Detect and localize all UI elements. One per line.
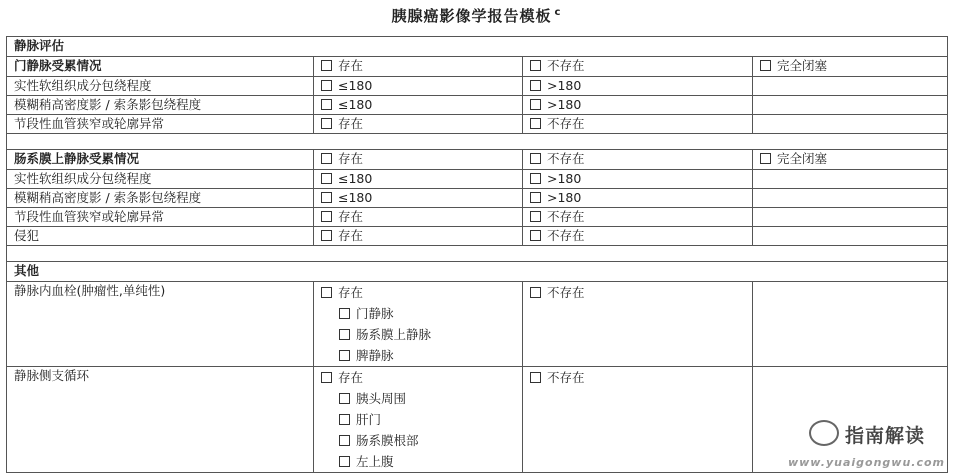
row-label: 静脉侧支循环 bbox=[7, 367, 314, 473]
spacer-row bbox=[7, 246, 948, 262]
section-vein-eval bbox=[7, 37, 948, 57]
row-label: 模糊稍高密度影 / 索条影包绕程度 bbox=[7, 189, 314, 208]
row-label: 门静脉受累情况 bbox=[7, 57, 314, 77]
option-le180[interactable]: ≤180 bbox=[314, 189, 523, 208]
row-label: 节段性血管狭窄或轮廓异常 bbox=[7, 208, 314, 227]
row-label: 肠系膜上静脉受累情况 bbox=[7, 150, 314, 170]
sub-option-left-upper-abdomen[interactable]: 左上腹 bbox=[321, 451, 515, 472]
row-smv-hazy bbox=[7, 189, 948, 208]
checkbox[interactable] bbox=[339, 329, 350, 340]
sub-option-pancreatic-head[interactable]: 胰头周围 bbox=[321, 388, 515, 409]
option-not-exist[interactable]: 不存在 bbox=[523, 227, 753, 246]
row-label: 实性软组织成分包绕程度 bbox=[7, 170, 314, 189]
checkbox[interactable] bbox=[339, 393, 350, 404]
checkbox[interactable] bbox=[339, 414, 350, 425]
checkbox[interactable] bbox=[339, 308, 350, 319]
spacer-row bbox=[7, 134, 948, 150]
checkbox[interactable] bbox=[530, 60, 541, 71]
sub-option-portal-vein[interactable]: 门静脉 bbox=[321, 303, 515, 324]
option-le180[interactable]: ≤180 bbox=[314, 77, 523, 96]
option-occlusion[interactable]: 完全闭塞 bbox=[753, 150, 948, 170]
sub-option-smv[interactable]: 肠系膜上静脉 bbox=[321, 324, 515, 345]
sub-option-mesenteric-root[interactable]: 肠系膜根部 bbox=[321, 430, 515, 451]
row-portal-segmental bbox=[7, 115, 948, 134]
option-gt180[interactable]: >180 bbox=[523, 77, 753, 96]
checkbox[interactable] bbox=[339, 435, 350, 446]
row-label: 侵犯 bbox=[7, 227, 314, 246]
section-other bbox=[7, 262, 948, 282]
checkbox[interactable] bbox=[321, 192, 332, 203]
option-gt180[interactable]: >180 bbox=[523, 170, 753, 189]
option-le180[interactable]: ≤180 bbox=[314, 170, 523, 189]
row-label: 静脉内血栓(肿瘤性,单纯性) bbox=[7, 282, 314, 367]
sub-option-hepatic-hilum[interactable]: 肝门 bbox=[321, 409, 515, 430]
checkbox[interactable] bbox=[530, 230, 541, 241]
row-label: 模糊稍高密度影 / 索条影包绕程度 bbox=[7, 96, 314, 115]
option-not-exist[interactable]: 不存在 bbox=[523, 150, 753, 170]
report-template-table bbox=[6, 36, 948, 473]
row-smv-solid bbox=[7, 170, 948, 189]
option-not-exist[interactable]: 不存在 bbox=[530, 367, 745, 388]
option-exist[interactable]: 存在 bbox=[314, 227, 523, 246]
checkbox[interactable] bbox=[530, 118, 541, 129]
option-not-exist[interactable]: 不存在 bbox=[523, 57, 753, 77]
option-exist[interactable]: 存在 bbox=[314, 150, 523, 170]
checkbox[interactable] bbox=[530, 192, 541, 203]
section-title: 其他 bbox=[7, 262, 948, 282]
row-portal-hazy bbox=[7, 96, 948, 115]
section-title: 静脉评估 bbox=[7, 37, 948, 57]
checkbox[interactable] bbox=[321, 230, 332, 241]
checkbox[interactable] bbox=[760, 60, 771, 71]
checkbox[interactable] bbox=[530, 173, 541, 184]
option-not-exist[interactable]: 不存在 bbox=[530, 282, 745, 303]
checkbox[interactable] bbox=[760, 153, 771, 164]
checkbox[interactable] bbox=[321, 99, 332, 110]
option-exist[interactable]: 存在 bbox=[321, 367, 515, 388]
checkbox[interactable] bbox=[321, 372, 332, 383]
checkbox[interactable] bbox=[530, 287, 541, 298]
row-smv bbox=[7, 150, 948, 170]
watermark-url: www.yuaigongwu.com bbox=[787, 456, 945, 469]
checkbox[interactable] bbox=[321, 211, 332, 222]
row-thrombus bbox=[7, 282, 948, 367]
checkbox[interactable] bbox=[530, 211, 541, 222]
wechat-icon bbox=[809, 420, 839, 446]
checkbox[interactable] bbox=[339, 456, 350, 467]
checkbox[interactable] bbox=[321, 287, 332, 298]
option-not-exist[interactable]: 不存在 bbox=[523, 208, 753, 227]
option-exist[interactable]: 存在 bbox=[314, 57, 523, 77]
title-footnote-mark: c bbox=[554, 7, 562, 18]
checkbox[interactable] bbox=[321, 118, 332, 129]
checkbox[interactable] bbox=[321, 153, 332, 164]
row-portal-vein bbox=[7, 57, 948, 77]
option-gt180[interactable]: >180 bbox=[523, 189, 753, 208]
row-smv-invasion bbox=[7, 227, 948, 246]
checkbox[interactable] bbox=[530, 99, 541, 110]
option-not-exist[interactable]: 不存在 bbox=[523, 115, 753, 134]
checkbox[interactable] bbox=[530, 80, 541, 91]
option-occlusion[interactable]: 完全闭塞 bbox=[753, 57, 948, 77]
option-exist[interactable]: 存在 bbox=[314, 115, 523, 134]
checkbox[interactable] bbox=[321, 80, 332, 91]
sub-option-splenic-vein[interactable]: 脾静脉 bbox=[321, 345, 515, 366]
option-exist[interactable]: 存在 bbox=[314, 208, 523, 227]
checkbox[interactable] bbox=[321, 60, 332, 71]
watermark: 指南解读 bbox=[809, 420, 925, 448]
checkbox[interactable] bbox=[339, 350, 350, 361]
row-portal-solid bbox=[7, 77, 948, 96]
option-exist[interactable]: 存在 bbox=[321, 282, 515, 303]
option-le180[interactable]: ≤180 bbox=[314, 96, 523, 115]
checkbox[interactable] bbox=[530, 372, 541, 383]
checkbox[interactable] bbox=[321, 173, 332, 184]
checkbox[interactable] bbox=[530, 153, 541, 164]
row-smv-segmental bbox=[7, 208, 948, 227]
row-label: 实性软组织成分包绕程度 bbox=[7, 77, 314, 96]
option-gt180[interactable]: >180 bbox=[523, 96, 753, 115]
page-title: 胰腺癌影像学报告模板 $^c$ bbox=[391, 7, 562, 25]
row-label: 节段性血管狭窄或轮廓异常 bbox=[7, 115, 314, 134]
